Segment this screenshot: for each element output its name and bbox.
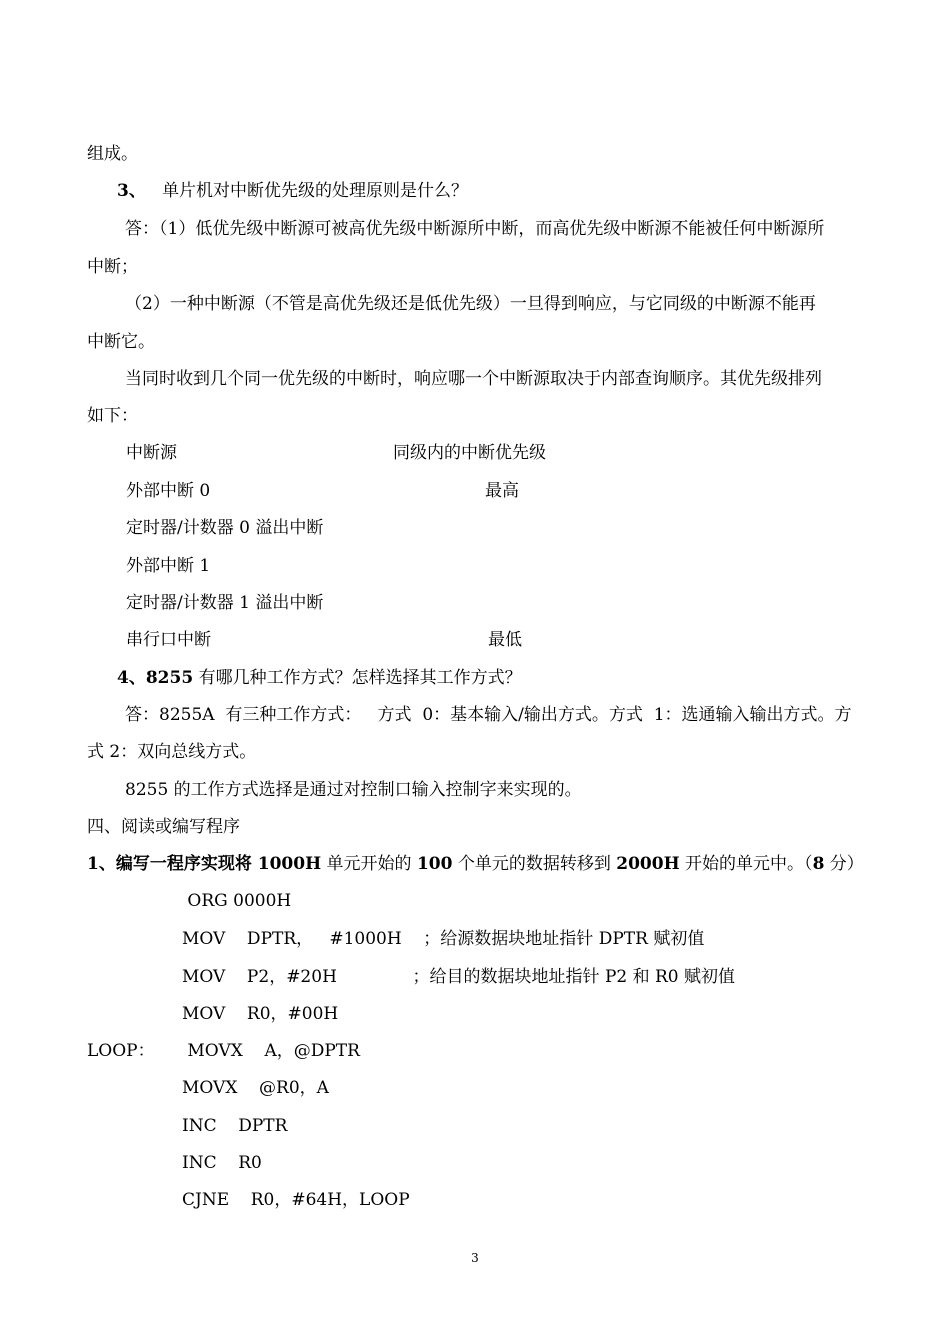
text-line: 组成。 [87, 144, 138, 164]
bold-value: 1000H [257, 854, 322, 874]
question-text: 分） [824, 854, 864, 874]
question-text: 单片机对中断优先级的处理原则是什么？ [162, 181, 469, 201]
table-row-source: 外部中断 0 [126, 481, 211, 501]
answer-line: 如下： [87, 406, 138, 426]
answer-line: 答：8255A 有三种工作方式： 方式 0：基本输入/输出方式。方式 1：选通输入输出方式。方 [125, 705, 852, 725]
code-line: INC DPTR [182, 1116, 288, 1136]
bold-value: 8 [812, 854, 825, 874]
answer-line: 中断； [87, 257, 138, 277]
table-row-source: 外部中断 1 [126, 556, 211, 576]
code-line: MOVX @R0，A [182, 1078, 329, 1098]
answer-line: 当同时收到几个同一优先级的中断时，响应哪一个中断源取决于内部查询顺序。其优先级排列 [125, 369, 822, 389]
answer-line: 答：（1）低优先级中断源可被高优先级中断源所中断，而高优先级中断源不能被任何中断源所 [125, 219, 825, 239]
table-header-priority: 同级内的中断优先级 [393, 443, 546, 463]
question-text: 个单元的数据转移到 [452, 854, 617, 874]
table-row-priority: 最高 [485, 481, 519, 501]
question-3 [117, 180, 468, 202]
question-text: 1、编写一程序实现将 [87, 854, 258, 874]
question-text: 开始的单元中。（ [679, 854, 813, 874]
answer-line: （2）一种中断源（不管是高优先级还是低优先级）一旦得到响应，与它同级的中断源不能再 [125, 294, 816, 314]
page-number: 3 [471, 1251, 479, 1265]
question-text: 有哪几种工作方式？怎样选择其工作方式？ [193, 668, 522, 688]
code-line: MOV P2，#20H ；给目的数据块地址指针 P2 和 R0 赋初值 [182, 967, 736, 987]
answer-line: 式 2：双向总线方式。 [87, 742, 257, 762]
code-label: LOOP： [87, 1041, 155, 1061]
table-row-priority: 最低 [488, 630, 522, 650]
question-text: 单元开始的 [321, 854, 417, 874]
code-line: ORG 0000H [182, 891, 292, 911]
table-row-source: 定时器/计数器 1 溢出中断 [126, 593, 324, 613]
bold-value: 100 [416, 854, 453, 874]
answer-line: 8255 的工作方式选择是通过对控制口输入控制字来实现的。 [125, 780, 582, 800]
answer-line: 中断它。 [87, 332, 155, 352]
code-line: MOVX A，@DPTR [182, 1041, 360, 1061]
code-line: MOV R0，#00H [182, 1004, 339, 1024]
program-question-1 [87, 853, 864, 875]
bold-value: 2000H [616, 854, 680, 874]
code-line: CJNE R0，#64H，LOOP [182, 1190, 410, 1210]
question-number: 4、 [117, 668, 146, 688]
question-number: 3、 [117, 181, 146, 201]
table-header-source: 中断源 [126, 443, 177, 463]
table-row-source: 串行口中断 [126, 630, 211, 650]
question-4 [117, 667, 522, 689]
code-line: MOV DPTR， #1000H ；给源数据块地址指针 DPTR 赋初值 [182, 929, 705, 949]
code-line: INC R0 [182, 1153, 262, 1173]
table-row-source: 定时器/计数器 0 溢出中断 [126, 518, 324, 538]
section-title: 四、阅读或编写程序 [87, 817, 240, 837]
question-number-bold: 8255 [145, 668, 194, 688]
